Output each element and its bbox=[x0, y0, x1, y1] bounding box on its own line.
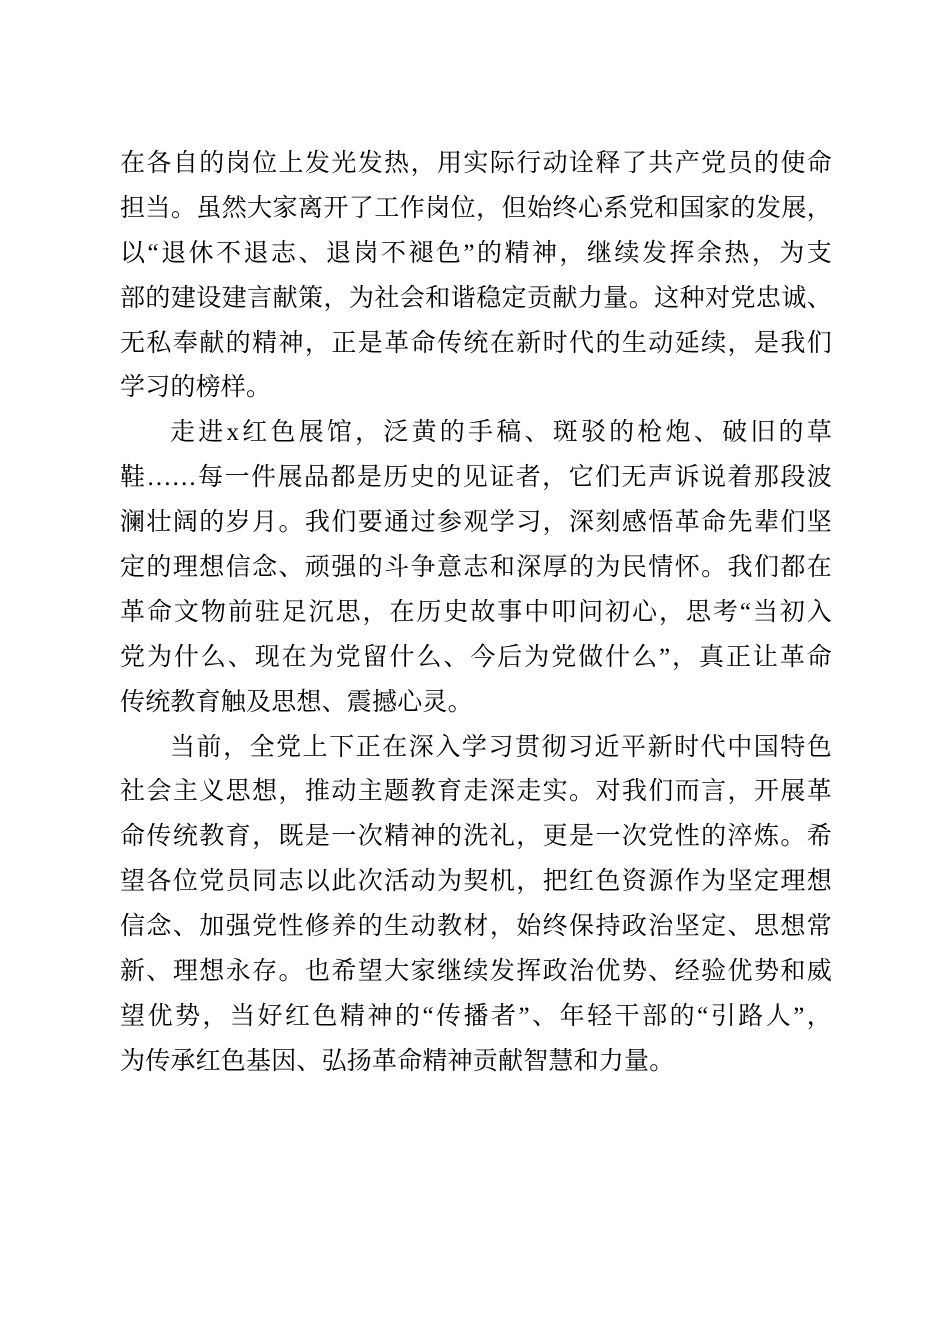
text-line: 定的理想信念、顽强的斗争意志和深厚的为民情怀。我们都在 bbox=[120, 554, 832, 582]
text-line: 以“退休不退志、退岗不褪色”的精神，继续发挥余热，为支 bbox=[120, 239, 832, 267]
text-line: 澜壮阔的岁月。我们要通过参观学习，深刻感悟革命先辈们坚 bbox=[120, 509, 832, 537]
text-line: 在各自的岗位上发光发热，用实际行动诠释了共产党员的使命 bbox=[120, 150, 832, 177]
text-line: 革命文物前驻足沉思，在历史故事中叩问初心，思考“当初入 bbox=[120, 598, 832, 626]
text-line: 部的建设建言献策，为社会和谐稳定贡献力量。这种对党忠诚、 bbox=[120, 284, 832, 312]
text-line: 信念、加强党性修养的生动教材，始终保持政治坚定、思想常 bbox=[120, 913, 832, 941]
text-line: 担当。虽然大家离开了工作岗位，但始终心系党和国家的发展， bbox=[120, 194, 832, 222]
text-line: 党为什么、现在为党留什么、今后为党做什么”，真正让革命 bbox=[120, 643, 832, 671]
text-line: 鞋……每一件展品都是历史的见证者，它们无声诉说着那段波 bbox=[120, 464, 832, 492]
text-line: 无私奉献的精神，正是革命传统在新时代的生动延续，是我们 bbox=[120, 329, 832, 357]
text-line: 新、理想永存。也希望大家继续发挥政治优势、经验优势和威 bbox=[120, 958, 832, 986]
text-line: 传统教育触及思想、震撼心灵。 bbox=[120, 688, 473, 716]
text-line: 为传承红色基因、弘扬革命精神贡献智慧和力量。 bbox=[120, 1047, 675, 1075]
document-text-block bbox=[120, 142, 832, 1085]
text-line: 当前，全党上下正在深入学习贯彻习近平新时代中国特色 bbox=[170, 733, 832, 761]
text-line: 社会主义思想，推动主题教育走深走实。对我们而言，开展革 bbox=[120, 778, 832, 806]
text-line: 走进x红色展馆，泛黄的手稿、斑驳的枪炮、破旧的草 bbox=[170, 419, 832, 447]
paragraph bbox=[120, 411, 832, 725]
paragraph bbox=[120, 142, 832, 411]
text-line: 命传统教育，既是一次精神的洗礼，更是一次党性的淬炼。希 bbox=[120, 823, 832, 851]
text-line: 望各位党员同志以此次活动为契机，把红色资源作为坚定理想 bbox=[120, 868, 832, 896]
paragraph bbox=[120, 726, 832, 1085]
text-line: 望优势，当好红色精神的“传播者”、年轻干部的“引路人”， bbox=[120, 1002, 832, 1030]
text-line: 学习的榜样。 bbox=[120, 374, 272, 402]
